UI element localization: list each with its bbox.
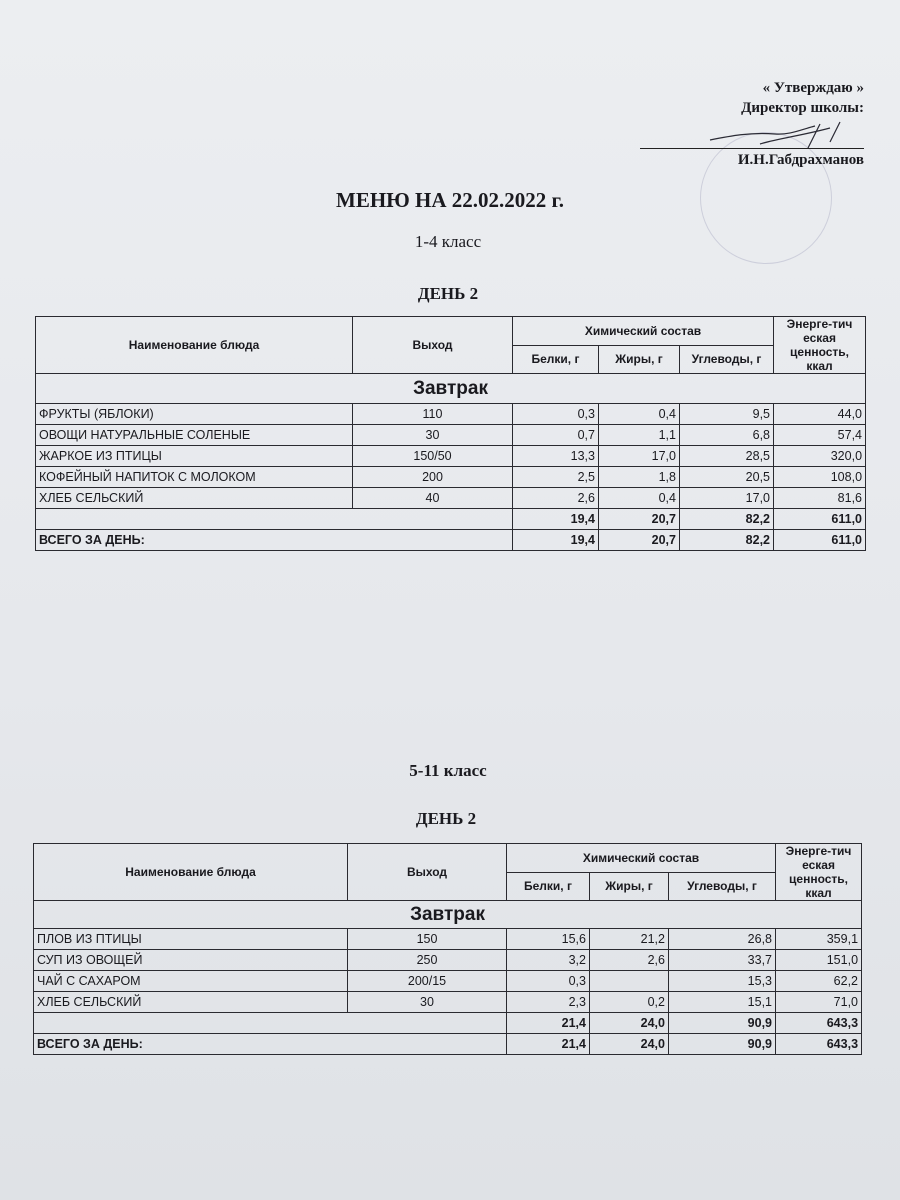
total-row bbox=[36, 530, 866, 551]
dish-fat: 0,4 bbox=[599, 404, 680, 425]
subtotal-energy: 611,0 bbox=[774, 509, 866, 530]
director-name: И.Н.Габдрахманов bbox=[737, 152, 864, 168]
subtotal-row bbox=[36, 509, 866, 530]
dish-carbs: 33,7 bbox=[669, 950, 776, 971]
dish-protein: 0,3 bbox=[507, 971, 590, 992]
dish-energy: 108,0 bbox=[774, 467, 866, 488]
dish-fat: 2,6 bbox=[590, 950, 669, 971]
class-label-2: 5-11 класс bbox=[409, 761, 487, 780]
table-row bbox=[34, 992, 862, 1013]
header-carbs: Углеводы, г bbox=[680, 345, 774, 374]
dish-name: ФРУКТЫ (ЯБЛОКИ) bbox=[36, 404, 353, 425]
header-chem: Химический состав bbox=[507, 844, 776, 873]
subtotal-carbs: 82,2 bbox=[680, 509, 774, 530]
total-protein: 19,4 bbox=[513, 530, 599, 551]
table-row bbox=[34, 929, 862, 950]
day-label-1: ДЕНЬ 2 bbox=[417, 284, 479, 303]
signature-line bbox=[640, 148, 864, 149]
dish-output: 30 bbox=[348, 992, 507, 1013]
dish-carbs: 20,5 bbox=[680, 467, 774, 488]
dish-protein: 2,6 bbox=[513, 488, 599, 509]
table-row bbox=[36, 404, 866, 425]
meal-label: Завтрак bbox=[36, 374, 866, 404]
subtotal-empty bbox=[34, 1013, 507, 1034]
header-energy: Энерге-тич еская ценность, ккал bbox=[774, 317, 866, 374]
header-protein: Белки, г bbox=[513, 345, 599, 374]
header-dish: Наименование блюда bbox=[36, 317, 353, 374]
header-dish: Наименование блюда bbox=[34, 844, 348, 901]
dish-fat bbox=[590, 971, 669, 992]
total-row bbox=[34, 1034, 862, 1055]
page-title: МЕНЮ НА 22.02.2022 г. bbox=[336, 188, 564, 212]
table-row bbox=[36, 446, 866, 467]
dish-output: 200/15 bbox=[348, 971, 507, 992]
total-carbs: 82,2 bbox=[680, 530, 774, 551]
total-protein: 21,4 bbox=[507, 1034, 590, 1055]
dish-output: 200 bbox=[353, 467, 513, 488]
dish-energy: 62,2 bbox=[776, 971, 862, 992]
dish-carbs: 15,3 bbox=[669, 971, 776, 992]
dish-output: 40 bbox=[353, 488, 513, 509]
dish-fat: 0,4 bbox=[599, 488, 680, 509]
dish-carbs: 17,0 bbox=[680, 488, 774, 509]
total-carbs: 90,9 bbox=[669, 1034, 776, 1055]
header-chem: Химический состав bbox=[513, 317, 774, 346]
dish-energy: 320,0 bbox=[774, 446, 866, 467]
dish-name: ПЛОВ ИЗ ПТИЦЫ bbox=[34, 929, 348, 950]
dish-protein: 0,3 bbox=[513, 404, 599, 425]
table-row bbox=[36, 425, 866, 446]
header-energy: Энерге-тич еская ценность, ккал bbox=[776, 844, 862, 901]
subtotal-empty bbox=[36, 509, 513, 530]
header-output: Выход bbox=[348, 844, 507, 901]
dish-protein: 0,7 bbox=[513, 425, 599, 446]
dish-name: СУП ИЗ ОВОЩЕЙ bbox=[34, 950, 348, 971]
subtotal-energy: 643,3 bbox=[776, 1013, 862, 1034]
total-energy: 643,3 bbox=[776, 1034, 862, 1055]
subtotal-carbs: 90,9 bbox=[669, 1013, 776, 1034]
class-label-1: 1-4 класс bbox=[414, 232, 482, 251]
dish-name: ХЛЕБ СЕЛЬСКИЙ bbox=[36, 488, 353, 509]
header-fat: Жиры, г bbox=[599, 345, 680, 374]
dish-protein: 3,2 bbox=[507, 950, 590, 971]
approval-director-title: Директор школы: bbox=[741, 100, 864, 116]
dish-carbs: 28,5 bbox=[680, 446, 774, 467]
dish-fat: 21,2 bbox=[590, 929, 669, 950]
dish-protein: 15,6 bbox=[507, 929, 590, 950]
header-carbs: Углеводы, г bbox=[669, 872, 776, 901]
day-label-2: ДЕНЬ 2 bbox=[415, 809, 477, 828]
total-label: ВСЕГО ЗА ДЕНЬ: bbox=[36, 530, 513, 551]
subtotal-row bbox=[34, 1013, 862, 1034]
dish-energy: 151,0 bbox=[776, 950, 862, 971]
dish-output: 30 bbox=[353, 425, 513, 446]
total-fat: 24,0 bbox=[590, 1034, 669, 1055]
total-fat: 20,7 bbox=[599, 530, 680, 551]
dish-energy: 359,1 bbox=[776, 929, 862, 950]
dish-energy: 81,6 bbox=[774, 488, 866, 509]
dish-carbs: 15,1 bbox=[669, 992, 776, 1013]
dish-protein: 13,3 bbox=[513, 446, 599, 467]
table-row bbox=[36, 488, 866, 509]
subtotal-protein: 21,4 bbox=[507, 1013, 590, 1034]
dish-output: 110 bbox=[353, 404, 513, 425]
table-row bbox=[36, 467, 866, 488]
dish-output: 150/50 bbox=[353, 446, 513, 467]
header-fat: Жиры, г bbox=[590, 872, 669, 901]
subtotal-fat: 24,0 bbox=[590, 1013, 669, 1034]
header-output: Выход bbox=[353, 317, 513, 374]
dish-carbs: 9,5 bbox=[680, 404, 774, 425]
dish-output: 250 bbox=[348, 950, 507, 971]
total-label: ВСЕГО ЗА ДЕНЬ: bbox=[34, 1034, 507, 1055]
dish-energy: 57,4 bbox=[774, 425, 866, 446]
meal-label: Завтрак bbox=[34, 901, 862, 929]
dish-fat: 1,1 bbox=[599, 425, 680, 446]
table-row bbox=[34, 950, 862, 971]
dish-carbs: 6,8 bbox=[680, 425, 774, 446]
dish-carbs: 26,8 bbox=[669, 929, 776, 950]
dish-fat: 17,0 bbox=[599, 446, 680, 467]
dish-fat: 0,2 bbox=[590, 992, 669, 1013]
dish-protein: 2,5 bbox=[513, 467, 599, 488]
dish-name: ЖАРКОЕ ИЗ ПТИЦЫ bbox=[36, 446, 353, 467]
approval-line: « Утверждаю » bbox=[762, 80, 864, 96]
dish-energy: 44,0 bbox=[774, 404, 866, 425]
header-protein: Белки, г bbox=[507, 872, 590, 901]
dish-name: ОВОЩИ НАТУРАЛЬНЫЕ СОЛЕНЫЕ bbox=[36, 425, 353, 446]
dish-name: КОФЕЙНЫЙ НАПИТОК С МОЛОКОМ bbox=[36, 467, 353, 488]
menu-table-5-11 bbox=[33, 843, 862, 1055]
table-row bbox=[34, 971, 862, 992]
dish-output: 150 bbox=[348, 929, 507, 950]
menu-table-1-4 bbox=[35, 316, 866, 551]
dish-name: ЧАЙ С САХАРОМ bbox=[34, 971, 348, 992]
dish-name: ХЛЕБ СЕЛЬСКИЙ bbox=[34, 992, 348, 1013]
subtotal-protein: 19,4 bbox=[513, 509, 599, 530]
dish-energy: 71,0 bbox=[776, 992, 862, 1013]
total-energy: 611,0 bbox=[774, 530, 866, 551]
dish-fat: 1,8 bbox=[599, 467, 680, 488]
approval-block bbox=[741, 78, 864, 118]
subtotal-fat: 20,7 bbox=[599, 509, 680, 530]
dish-protein: 2,3 bbox=[507, 992, 590, 1013]
